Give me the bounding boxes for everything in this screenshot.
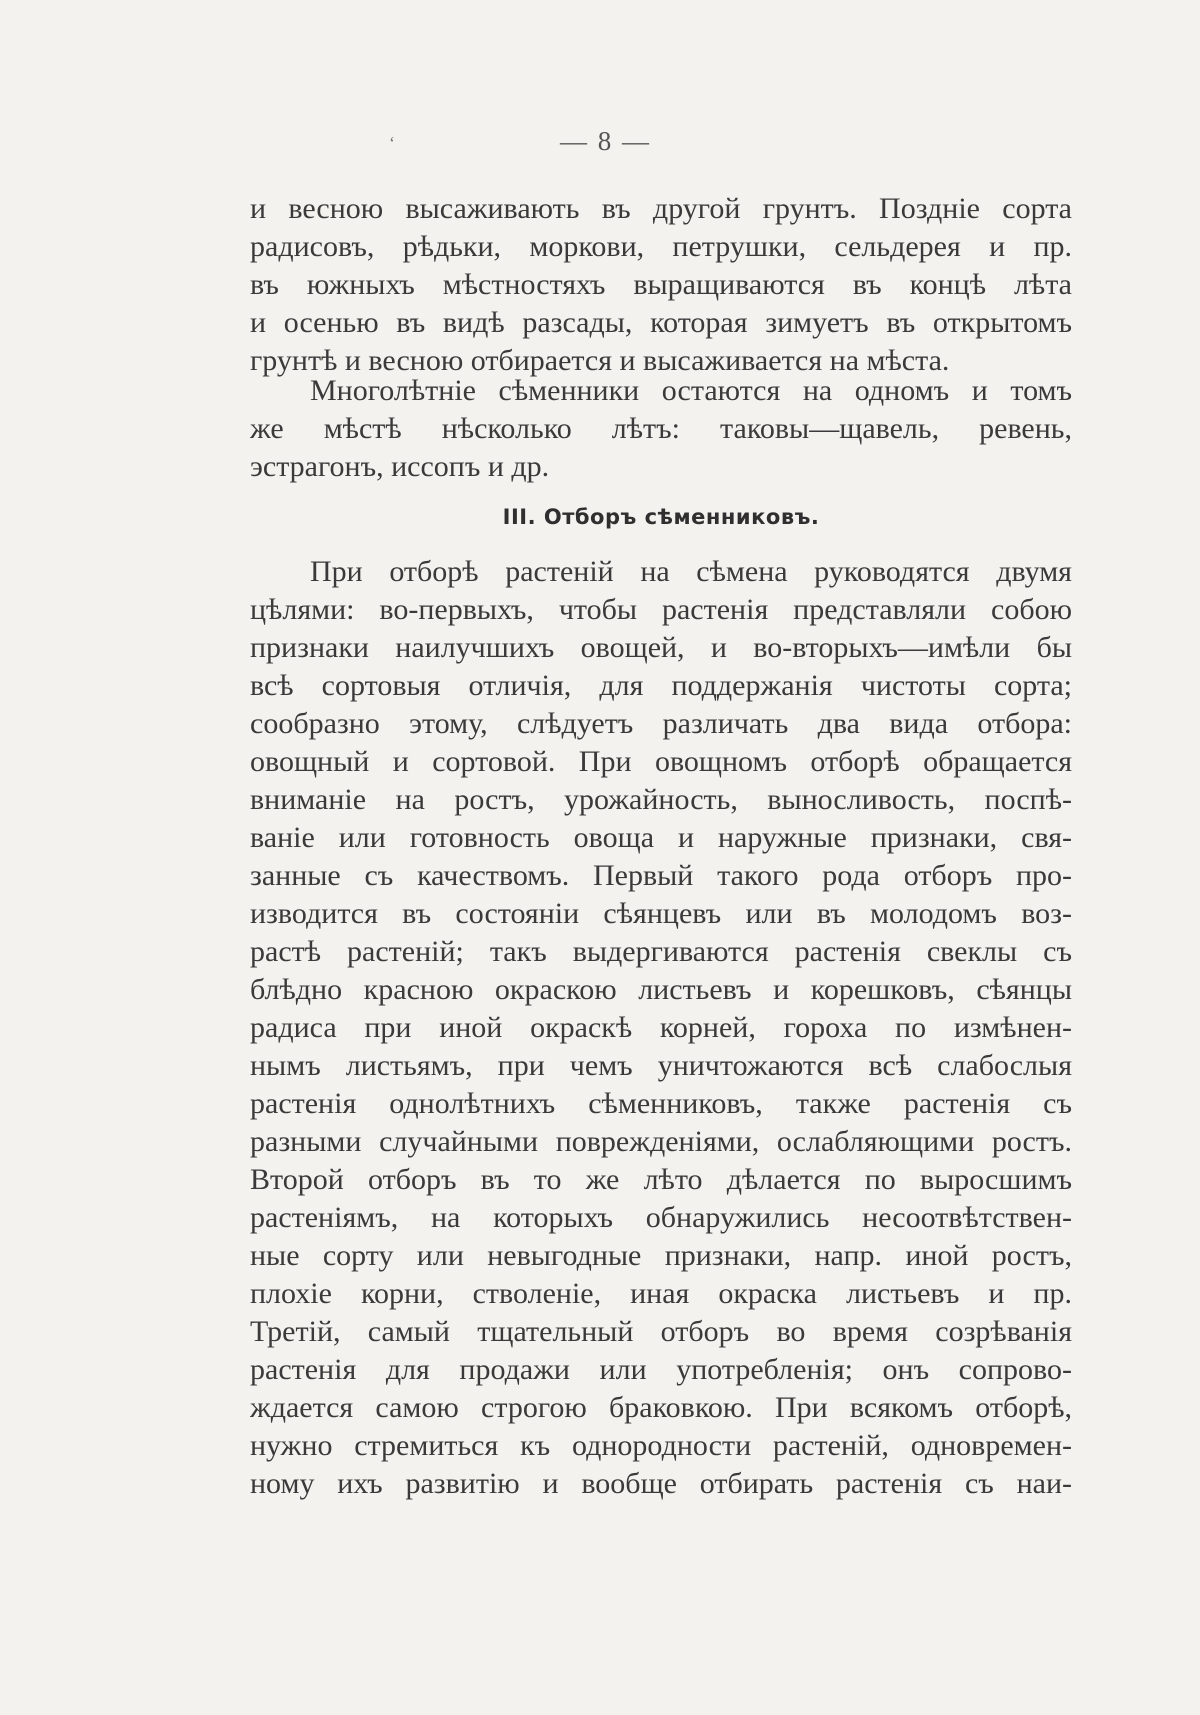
paragraph-seed-selection <box>250 553 1072 1503</box>
paragraph-perennial-seed-plants <box>250 372 1072 486</box>
text-line: нымъ листьямъ, при чемъ уничтожаются всѣ слабослыя <box>250 1049 1072 1082</box>
text-line: овощный и сортовой. При овощномъ отборѣ обращается <box>250 745 1072 778</box>
text-line: ному ихъ развитію и вообще отбирать растенія съ наи- <box>250 1467 1072 1500</box>
text-line: растенія однолѣтнихъ сѣменниковъ, также растенія съ <box>250 1087 1072 1120</box>
text-line: Второй отборъ въ то же лѣто дѣлается по выросшимъ <box>250 1163 1072 1196</box>
text-line: радиса при иной окраскѣ корней, гороха по измѣнен- <box>250 1011 1072 1044</box>
text-line: ждается самою строгою браковкою. При всякомъ отборѣ, <box>250 1391 1072 1424</box>
section-heading: III. Отборъ сѣменниковъ. <box>502 505 820 529</box>
text-line: растеніямъ, на которыхъ обнаружились несоотвѣтствен- <box>250 1201 1072 1234</box>
margin-mark: ‘ <box>389 133 395 153</box>
text-line: блѣдно красною окраскою листьевъ и корешковъ, сѣянцы <box>250 973 1072 1006</box>
text-line: ваніе или готовность овоща и наружные признаки, свя- <box>250 821 1072 854</box>
text-line: разными случайными поврежденіями, ослабляющими ростъ. <box>250 1125 1072 1158</box>
text-line: растѣ растеній; такъ выдергиваются растенія свеклы съ <box>250 935 1072 968</box>
page-number: — 8 — <box>560 126 651 156</box>
text-line: растенія для продажи или употребленія; онъ сопрово- <box>250 1353 1072 1386</box>
text-line: эстрагонъ, иссопъ и др. <box>250 450 550 483</box>
text-line: изводится въ состояніи сѣянцевъ или въ молодомъ воз- <box>250 897 1072 930</box>
text-line: признаки наилучшихъ овощей, и во-вторыхъ—имѣли бы <box>250 631 1072 664</box>
text-line: При отборѣ растеній на сѣмена руководятся двумя <box>310 555 1072 588</box>
text-line: грунтѣ и весною отбирается и высаживается на мѣста. <box>250 344 950 377</box>
text-line: сообразно этому, слѣдуетъ различать два вида отбора: <box>250 707 1072 740</box>
text-line: же мѣстѣ нѣсколько лѣтъ: таковы—щавель, ревень, <box>250 412 1072 445</box>
text-line: Третій, самый тщательный отборъ во время созрѣванія <box>250 1315 1072 1348</box>
text-line: всѣ сортовыя отличія, для поддержанія чистоты сорта; <box>250 669 1072 702</box>
text-line: цѣлями: во-первыхъ, чтобы растенія представляли собою <box>250 593 1072 626</box>
paragraph-continuation <box>250 190 1072 380</box>
text-line: Многолѣтніе сѣменники остаются на одномъ и томъ <box>310 374 1072 407</box>
text-line: радисовъ, рѣдьки, моркови, петрушки, сельдерея и пр. <box>250 230 1072 263</box>
text-line: въ южныхъ мѣстностяхъ выращиваются въ концѣ лѣта <box>250 268 1072 301</box>
text-line: и весною высаживають въ другой грунтъ. Поздніе сорта <box>250 192 1072 225</box>
text-line: ные сорту или невыгодные признаки, напр. иной ростъ, <box>250 1239 1072 1272</box>
text-line: занные съ качествомъ. Первый такого рода отборъ про- <box>250 859 1072 892</box>
text-line: нужно стремиться къ однородности растеній, одновремен- <box>250 1429 1072 1462</box>
text-line: и осенью въ видѣ разсады, которая зимуетъ въ открытомъ <box>250 306 1072 339</box>
text-line: вниманіе на ростъ, урожайность, выносливость, поспѣ- <box>250 783 1072 816</box>
text-line: плохіе корни, стволеніе, иная окраска листьевъ и пр. <box>250 1277 1072 1310</box>
